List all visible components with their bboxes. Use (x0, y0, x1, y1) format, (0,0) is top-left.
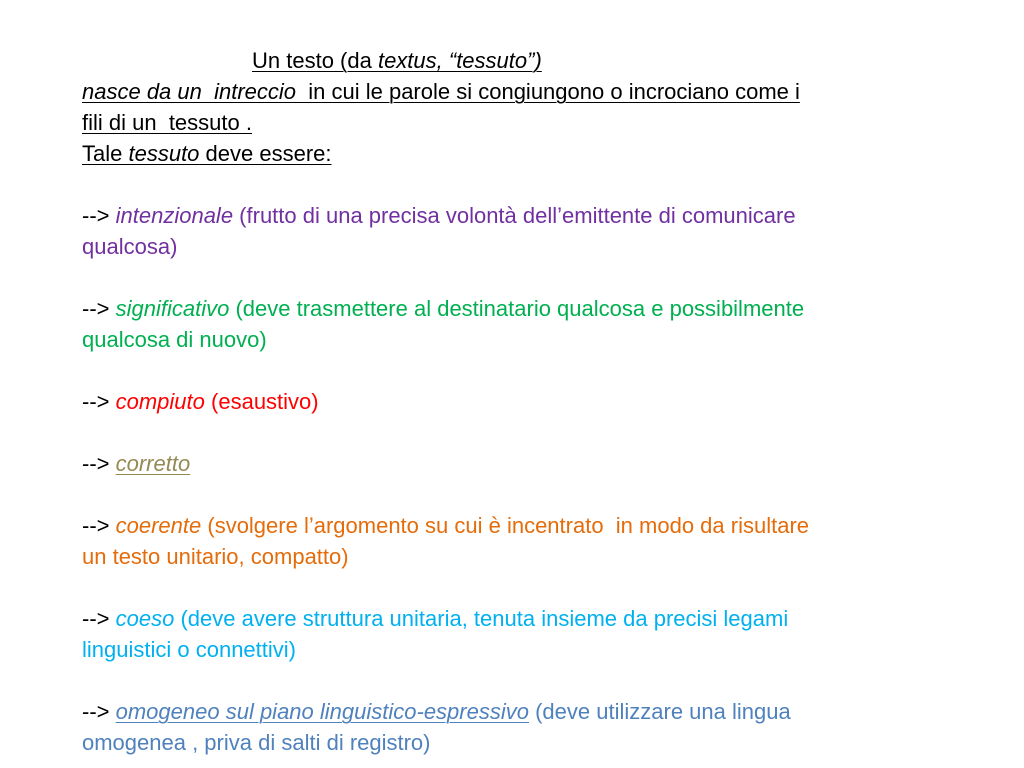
term-compiuto: compiuto (115, 389, 205, 414)
arrow-marker: --> (82, 513, 110, 538)
desc-coeso-1: (deve avere struttura unitaria, tenuta insieme da precisi legami (174, 606, 789, 631)
desc-omogeneo-1: (deve utilizzare una lingua (528, 699, 791, 724)
intro-line-4-c: deve essere: (199, 141, 332, 166)
term-coerente: coerente (115, 513, 202, 538)
desc-significativo-2: qualcosa di nuovo) (82, 327, 267, 352)
arrow-marker: --> (82, 699, 110, 724)
desc-omogeneo-2: omogenea , priva di salti di registro) (82, 730, 431, 755)
title-plain: Un testo (da (252, 48, 378, 73)
arrow-marker: --> (82, 606, 110, 631)
intro-line-4-a: Tale (82, 141, 129, 166)
desc-compiuto: (esaustivo) (204, 389, 319, 414)
arrow-marker: --> (82, 451, 110, 476)
bullet-coerente (82, 510, 942, 572)
arrow-marker: --> (82, 296, 110, 321)
desc-coerente-2: un testo unitario, compatto) (82, 544, 349, 569)
term-intenzionale: intenzionale (115, 203, 234, 228)
desc-coerente-1: (svolgere l’argomento su cui è incentrato in modo da risultare (201, 513, 809, 538)
intro-line-3-text: fili di un tessuto . (82, 110, 252, 135)
desc-intenzionale-1: (frutto di una precisa volontà dell’emittente di comunicare (233, 203, 796, 228)
term-significativo: significativo (115, 296, 230, 321)
slide-content (82, 45, 942, 758)
intro-line-4 (82, 138, 942, 169)
desc-significativo-1: (deve trasmettere al destinatario qualcosa e possibilmente (229, 296, 805, 321)
intro-line-2 (82, 76, 942, 107)
arrow-marker: --> (82, 389, 110, 414)
bullet-coeso (82, 603, 942, 665)
term-coeso: coeso (115, 606, 175, 631)
bullet-omogeneo (82, 696, 942, 758)
intro-line-3 (82, 107, 942, 138)
intro-line-2-rest: in cui le parole si congiungono o incrociano come i (296, 79, 800, 104)
bullet-corretto (82, 448, 942, 479)
term-omogeneo: omogeneo sul piano linguistico-espressivo (115, 699, 529, 724)
desc-coeso-2: linguistici o connettivi) (82, 637, 296, 662)
bullet-significativo (82, 293, 942, 355)
desc-intenzionale-2: qualcosa) (82, 234, 178, 259)
arrow-marker: --> (82, 203, 110, 228)
intro-line-4-italic: tessuto (128, 141, 200, 166)
slide-title (82, 45, 942, 76)
term-corretto: corretto (115, 451, 191, 476)
title-italic: textus, “tessuto”) (377, 48, 542, 73)
bullet-intenzionale (82, 200, 942, 262)
intro-line-2-italic: nasce da un intreccio (82, 79, 297, 104)
bullet-compiuto (82, 386, 942, 417)
